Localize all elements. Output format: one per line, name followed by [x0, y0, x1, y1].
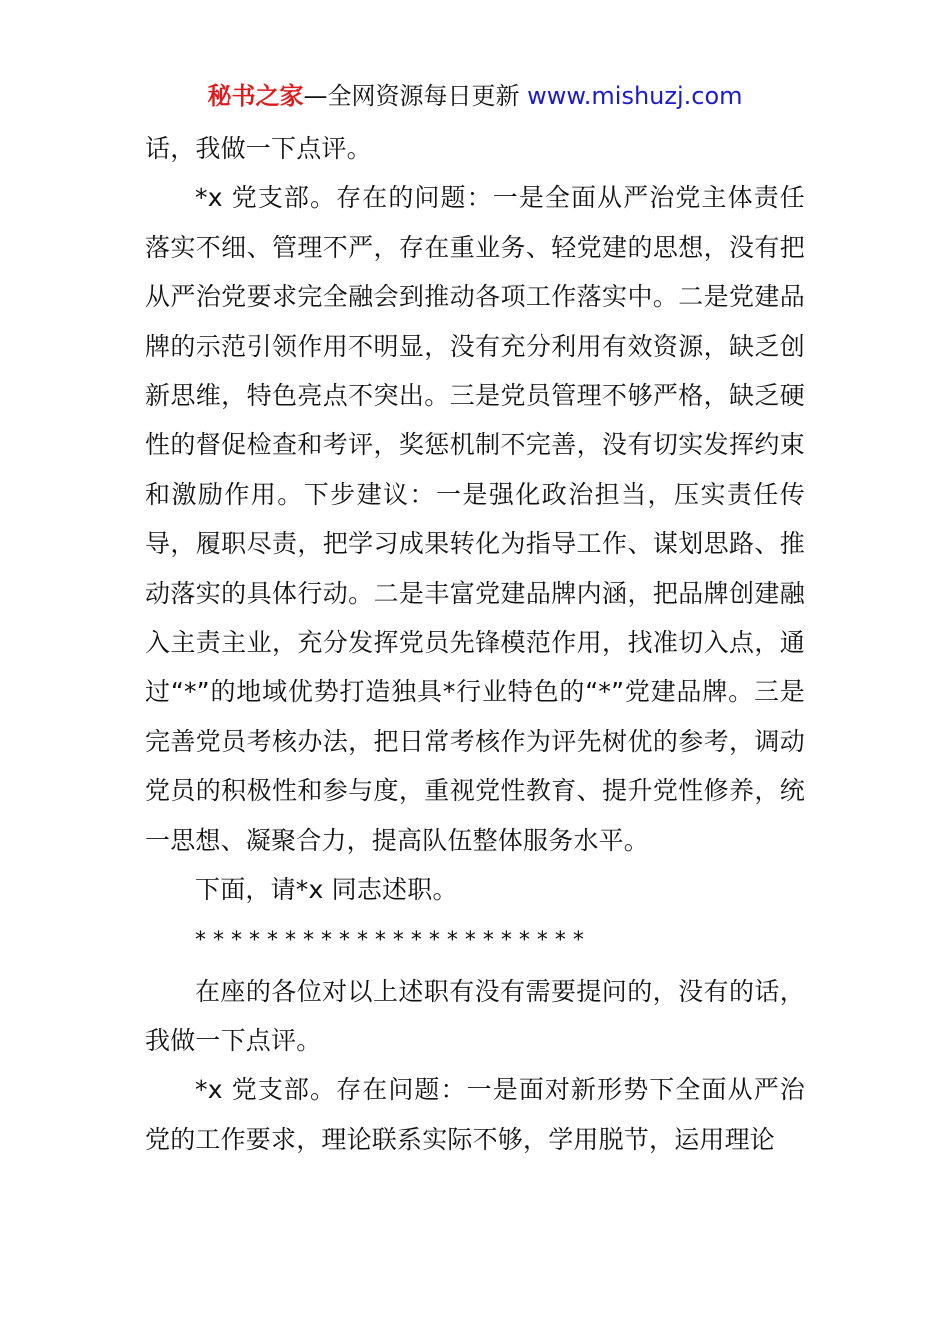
header-tagline: —全网资源每日更新	[303, 82, 528, 110]
paragraph: *x 党支部。存在问题：一是面对新形势下全面从严治党的工作要求，理论联系实际不够，学用脱节，运用理论	[145, 1075, 805, 1154]
section-separator: * * * * * * * * * * * * * * * * * * * * * *	[195, 927, 584, 953]
paragraph: 在座的各位对以上述职有没有需要提问的，没有的话，我做一下点评。	[145, 976, 805, 1055]
document-body	[145, 124, 805, 1164]
site-url-link[interactable]: www.mishuzj.com	[527, 82, 743, 110]
paragraph: 下面，请*x 同志述职。	[195, 875, 458, 905]
paragraph: 话，我做一下点评。	[145, 134, 372, 163]
brand-name: 秘书之家	[207, 82, 304, 110]
site-header	[0, 80, 950, 112]
paragraph: *x 党支部。存在的问题：一是全面从严治党主体责任落实不细、管理不严，存在重业务、轻党建的思想，没有把从严治党要求完全融会到推动各项工作落实中。二是党建品牌的示范引领作用不明显，没有充分利用有效资源，缺乏创新思维，特色亮点不突出。三是党员管理不够严格，缺乏硬性的督促检查和考评，奖惩机制不完善，没有切实发挥约束和激励作用。下步建议：一是强化政治担当，压实责任传导，履职尽责，把学习成果转化为指导工作、谋划思路、推动落实的具体行动。二是丰富党建品牌内涵，把品牌创建融入主责主业，充分发挥党员先锋模范作用，找准切入点，通过“*”的地域优势打造独具*行业特色的“*”党建品牌。三是完善党员考核办法，把日常考核作为评先树优的参考，调动党员的积极性和参与度，重视党性教育、提升党性修养，统一思想、凝聚合力，提高队伍整体服务水平。	[145, 183, 805, 855]
